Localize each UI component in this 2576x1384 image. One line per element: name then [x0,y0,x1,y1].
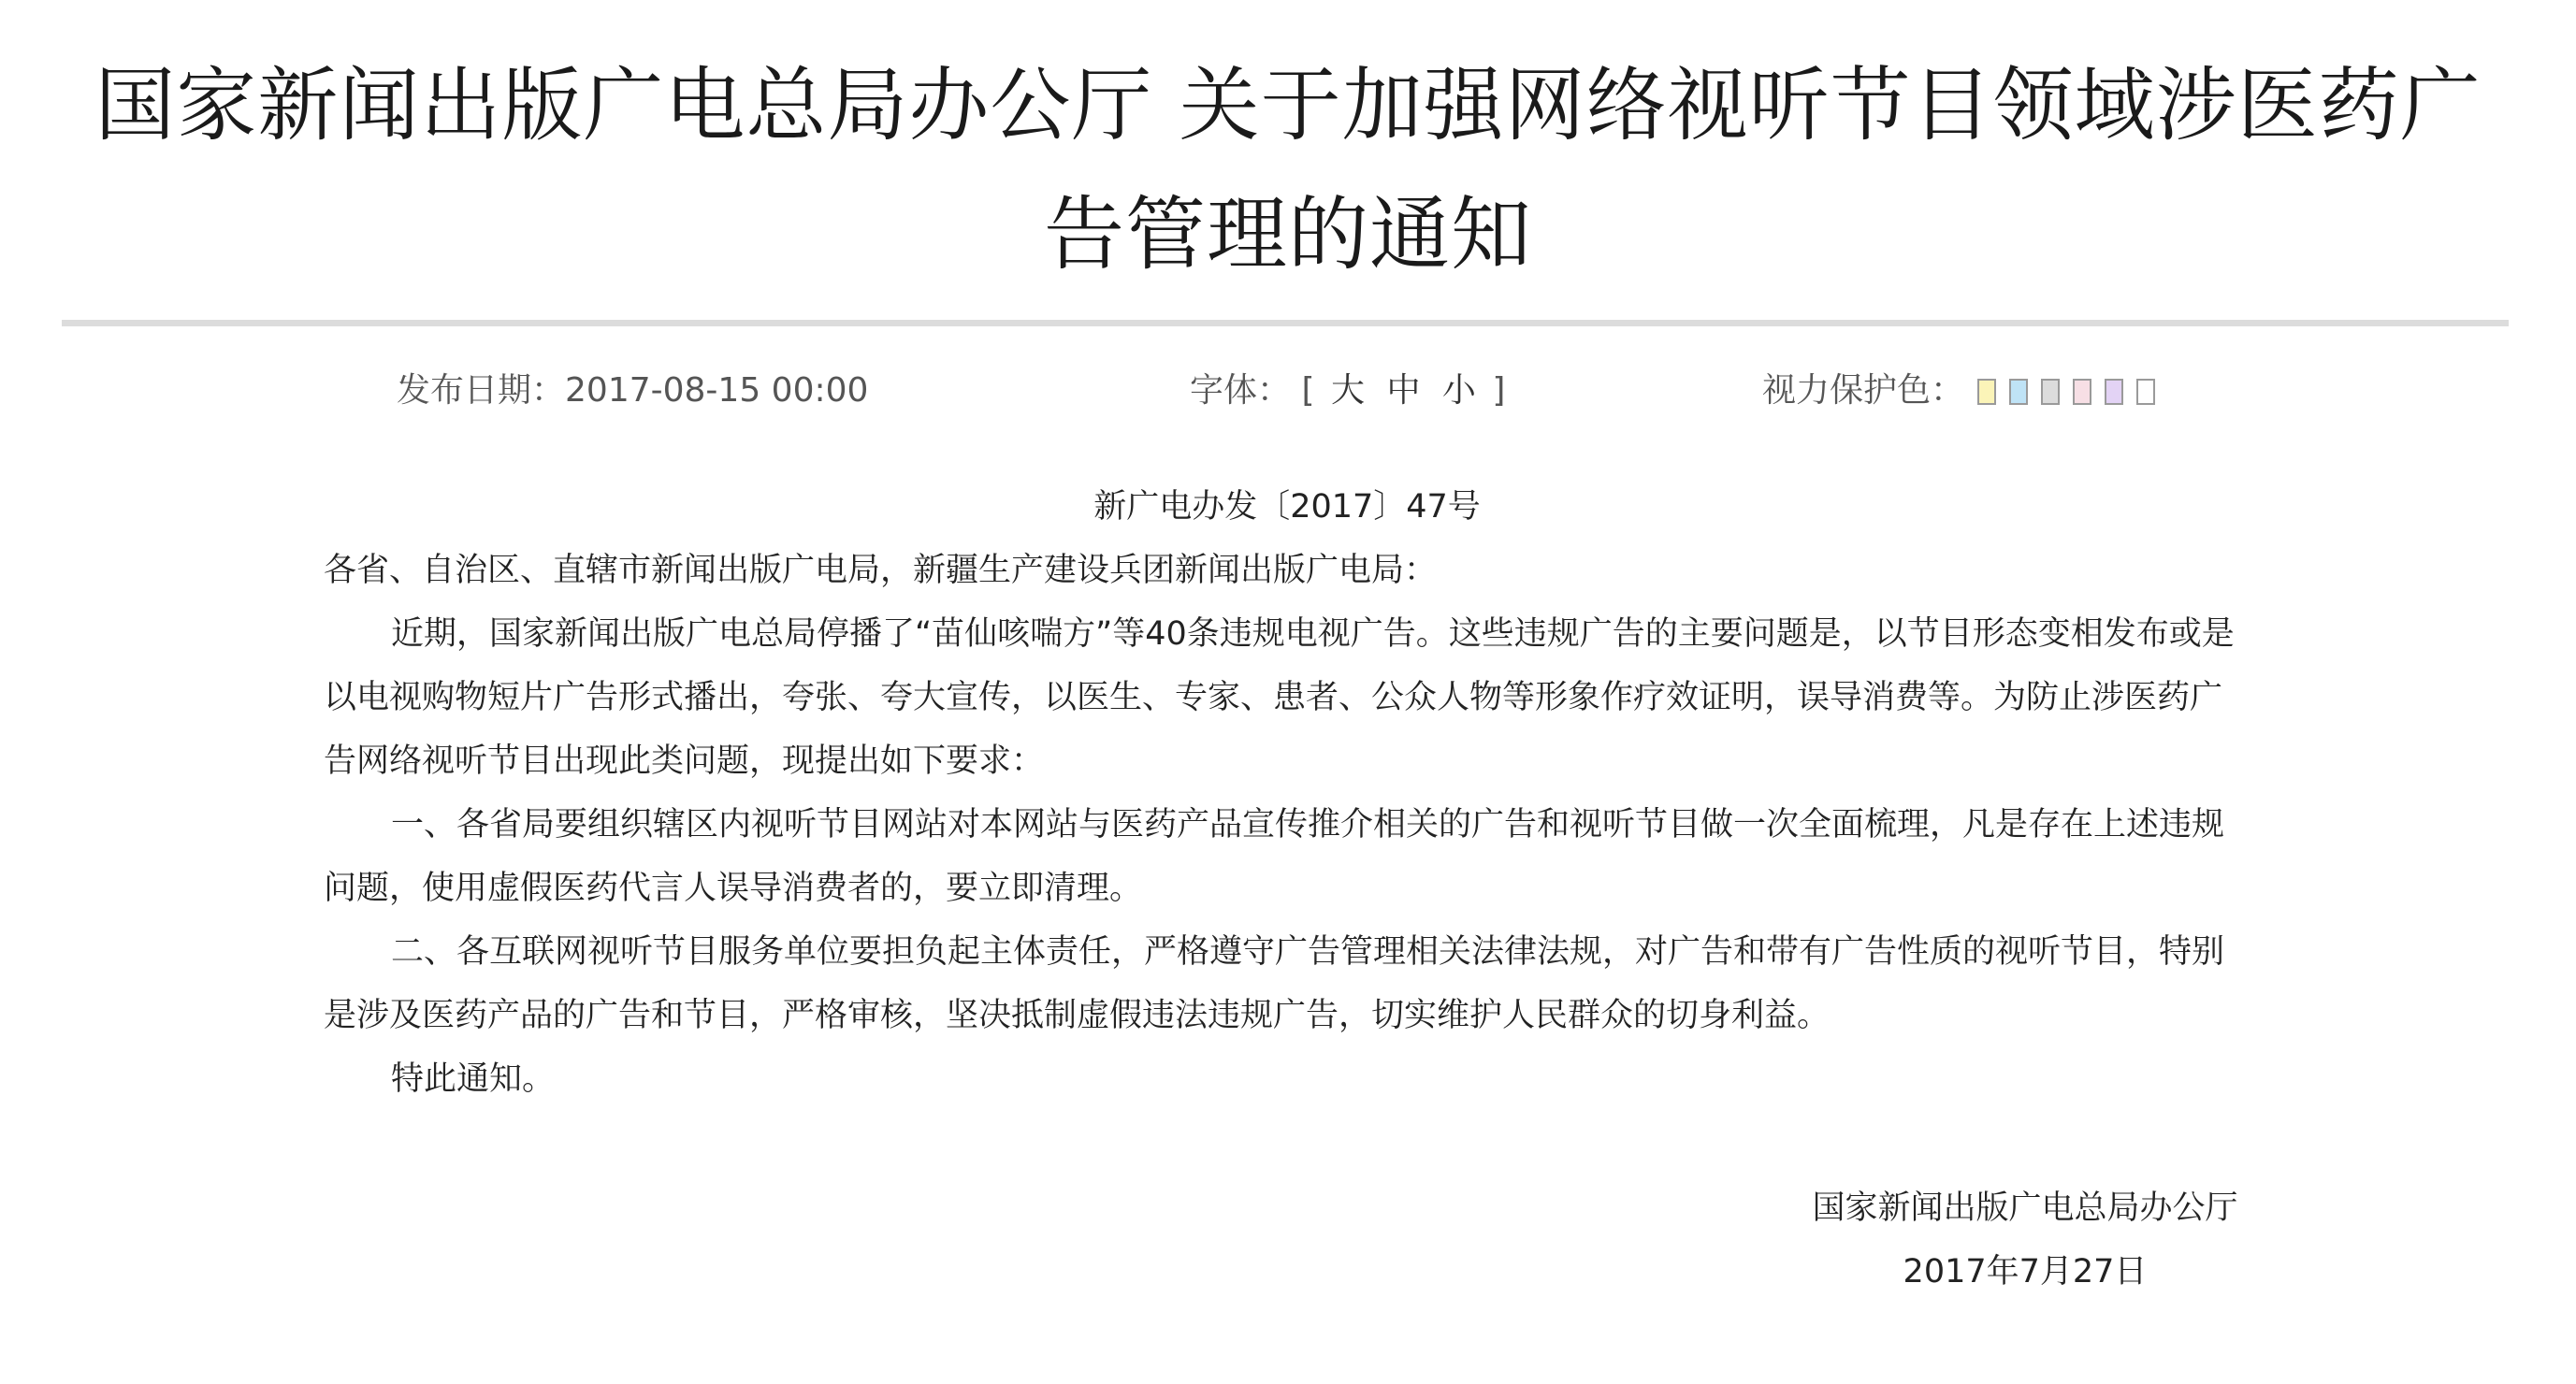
signature-date: 2017年7月27日 [1903,1253,2148,1290]
eye-care-swatch-gray[interactable] [2041,379,2060,405]
font-size-label: 字体： [1190,371,1292,410]
eye-care-swatch-blue[interactable] [2009,379,2028,405]
font-size-switcher [1190,365,1505,417]
body-paragraph-2: 一、各省局要组织辖区内视听节目网站对本网站与医药产品宣传推介相关的广告和视听节目做一次全面梳理，凡是存在上述违规问题，使用虚假医药代言人误导消费者的，要立即清理。 [324,806,2225,907]
title-divider [62,320,2509,326]
document-number: 新广电办发〔2017〕47号 [1093,488,1481,526]
font-size-medium-button[interactable]: 中 [1386,371,1421,410]
eye-care-swatch-pink[interactable] [2073,379,2091,405]
article-body [324,475,2250,1111]
article-meta-bar [0,365,2576,417]
eye-care-swatch-white[interactable] [2136,379,2155,405]
addressee: 各省、自治区、直辖市新闻出版广电局，新疆生产建设兵团新闻出版广电局： [324,552,1438,589]
bracket-open: [ [1301,371,1315,410]
closing-line: 特此通知。 [391,1060,556,1098]
publish-date-value: 2017-08-15 00:00 [565,371,869,410]
publish-date-label: 发布日期： [397,371,566,410]
signature-org: 国家新闻出版广电总局办公厅 [1812,1189,2238,1227]
eye-care-color-picker [1762,365,2155,417]
font-size-small-button[interactable]: 小 [1441,371,1476,410]
body-paragraph-3: 二、各互联网视听节目服务单位要担负起主体责任，严格遵守广告管理相关法律法规，对广告和带有广告性质的视听节目，特别是涉及医药产品的广告和节目，严格审核，坚决抵制虚假违法违规广告，切实维护人民群众的切身利益。 [324,933,2225,1034]
publish-date [397,365,868,417]
font-size-large-button[interactable]: 大 [1330,371,1365,410]
signature-block [1777,1176,2273,1304]
body-paragraph-1: 近期，国家新闻出版广电总局停播了“苗仙咳喘方”等40条违规电视广告。这些违规广告的主要问题是，以节目形态变相发布或是以电视购物短片广告形式播出，夸张、夸大宣传，以医生、专家、患者、公众人物等形象作疗效证明，误导消费等。为防止涉医药广告网络视听节目出现此类问题，现提出如下要求： [324,615,2235,780]
article-title: 国家新闻出版广电总局办公厅 关于加强网络视听节目领域涉医药广告管理的通知 [94,59,2482,281]
eye-care-label: 视力保护色： [1762,371,1965,410]
eye-care-swatch-purple[interactable] [2105,379,2123,405]
eye-care-swatch-yellow[interactable] [1977,379,1996,405]
bracket-close: ] [1492,371,1506,410]
